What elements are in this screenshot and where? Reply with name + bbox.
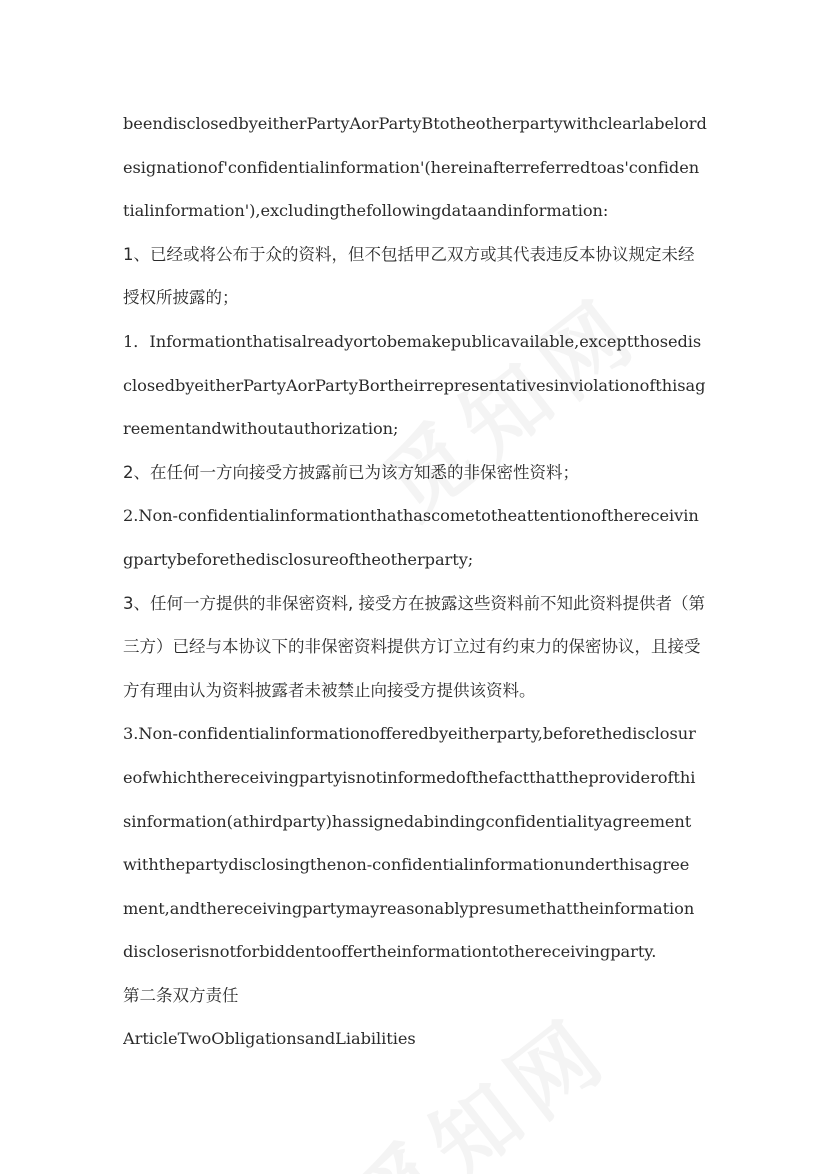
text-line: tialinformation'),excludingthefollowingdataandinformation: [123, 201, 609, 221]
text-line: ment,andthereceivingpartymayreasonablypresumethattheinformation [123, 898, 695, 918]
text-line: 2.Non-confidentialinformationthathascometotheattentionofthereceivin [123, 506, 699, 526]
text-line: 2、在任何一方向接受方披露前已为该方知悉的非保密性资料； [123, 462, 579, 482]
text-line: withthepartydisclosingthenon-confidentialinformationunderthisagree [123, 855, 690, 875]
text-line: 三方）已经与本协议下的非保密资料提供方订立过有约束力的保密协议，且接受 [123, 637, 701, 657]
section-heading: 第二条双方责任 [123, 985, 239, 1005]
text-line: closedbyeitherPartyAorPartyBortheirrepresentativesinviolationofthisag [123, 375, 706, 395]
text-line: 3、任何一方提供的非保密资料, 接受方在披露这些资料前不知此资料提供者（第 [123, 593, 705, 613]
text-line: 授权所披露的； [123, 288, 239, 308]
section-heading-en: ArticleTwoObligationsandLiabilities [123, 1029, 416, 1049]
text-line: beendisclosedbyeitherPartyAorPartyBtotheotherpartywithclearlabelord [123, 114, 707, 133]
text-line: 3.Non-confidentialinformationofferedbyeitherparty,beforethedisclosur [123, 724, 696, 744]
text-line: reementandwithoutauthorization; [123, 419, 399, 439]
text-line: eofwhichthereceivingpartyisnotinformedofthefactthattheproviderofthi [123, 767, 696, 787]
document-body [123, 102, 723, 1061]
text-line: esignationof'confidentialinformation'(hereinafterreferredtoas'confiden [123, 157, 700, 177]
text-line: 方有理由认为资料披露者未被禁止向接受方提供该资料。 [123, 680, 536, 700]
text-line: gpartybeforethedisclosureoftheotherparty; [123, 549, 474, 569]
text-line: sinformation(athirdparty)hassignedabindingconfidentialityagreement [123, 811, 692, 831]
text-line: 1．Informationthatisalreadyortobemakepublicavailable,exceptthosedis [123, 331, 702, 351]
text-line: 1、已经或将公布于众的资料，但不包括甲乙双方或其代表违反本协议规定未经 [123, 244, 695, 264]
text-line: discloserisnotforbiddentooffertheinformationtothereceivingparty. [123, 942, 657, 962]
